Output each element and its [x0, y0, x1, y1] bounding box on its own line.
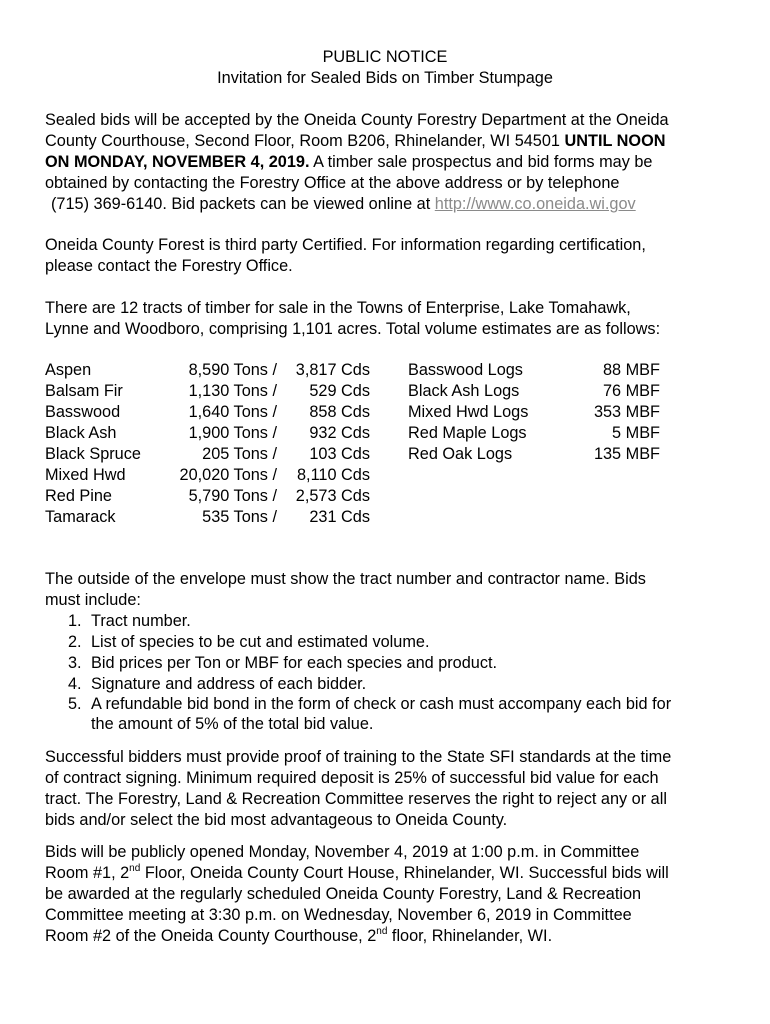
- ordinal-suffix: nd: [376, 925, 388, 937]
- envelope-line: The outside of the envelope must show the tract number and contractor name. Bids: [45, 570, 646, 588]
- cords-value: 858 Cds: [309, 403, 370, 421]
- intro-line: [45, 131, 666, 152]
- tracts-line: Lynne and Woodboro, comprising 1,101 acres. Total volume estimates are as follows:: [45, 320, 661, 338]
- cords-value: 8,110 Cds: [296, 466, 370, 484]
- intro-text: A timber sale prospectus and bid forms may be: [309, 153, 653, 171]
- opening-text: Floor, Oneida County Court House, Rhinelander, WI. Successful bids will: [140, 864, 669, 882]
- log-species-name: Black Ash Logs: [408, 382, 520, 400]
- species-name: Black Spruce: [45, 445, 141, 463]
- tons-value: 8,590 Tons /: [188, 361, 277, 379]
- opening-text: floor, Rhinelander, WI.: [387, 927, 553, 945]
- intro-line: [51, 194, 636, 215]
- log-species-name: Red Maple Logs: [408, 424, 527, 442]
- tons-value: 1,130 Tons /: [188, 382, 277, 400]
- cords-value: 3,817 Cds: [295, 361, 370, 379]
- list-item: Tract number.: [91, 612, 191, 630]
- species-name: Aspen: [45, 361, 92, 379]
- envelope-line: must include:: [45, 591, 141, 609]
- notice-subtitle: Invitation for Sealed Bids on Timber Stumpage: [217, 69, 553, 87]
- mbf-value: 353 MBF: [593, 403, 660, 421]
- cords-value: 2,573 Cds: [295, 487, 370, 505]
- mbf-value: 135 MBF: [593, 445, 660, 463]
- species-name: Red Pine: [45, 487, 112, 505]
- opening-text: Room #1, 2: [45, 864, 130, 882]
- mbf-value: 76 MBF: [602, 382, 660, 400]
- county-website-link[interactable]: http://www.co.oneida.wi.gov: [434, 195, 636, 213]
- intro-line: Sealed bids will be accepted by the Oneida County Forestry Department at the Oneida: [45, 111, 669, 129]
- list-number: 3.: [68, 654, 82, 672]
- opening-line: be awarded at the regularly scheduled Oneida County Forestry, Land & Recreation: [45, 885, 642, 903]
- log-species-name: Mixed Hwd Logs: [408, 403, 529, 421]
- tons-value: 5,790 Tons /: [188, 487, 277, 505]
- intro-text: County Courthouse, Second Floor, Room B206, Rhinelander, WI 54501: [45, 132, 565, 150]
- tons-value: 205 Tons /: [202, 445, 277, 463]
- species-name: Balsam Fir: [45, 382, 123, 400]
- mbf-value: 88 MBF: [602, 361, 660, 379]
- list-number: 4.: [68, 675, 82, 693]
- tons-value: 1,640 Tons /: [188, 403, 277, 421]
- opening-line: [45, 926, 552, 947]
- cords-value: 932 Cds: [309, 424, 370, 442]
- list-number: 1.: [68, 612, 82, 630]
- log-species-name: Red Oak Logs: [408, 445, 513, 463]
- certification-line: please contact the Forestry Office.: [45, 257, 293, 275]
- deadline-text: UNTIL NOON: [564, 132, 666, 150]
- list-item: Signature and address of each bidder.: [91, 675, 367, 693]
- list-item: Bid prices per Ton or MBF for each species and product.: [91, 654, 498, 672]
- cords-value: 231 Cds: [309, 508, 370, 526]
- mbf-value: 5 MBF: [612, 424, 660, 442]
- species-name: Basswood: [45, 403, 121, 421]
- intro-line: obtained by contacting the Forestry Office at the above address or by telephone: [45, 174, 620, 192]
- phone-text: (715) 369-6140. Bid packets can be viewed online at: [51, 195, 435, 213]
- species-name: Tamarack: [45, 508, 116, 526]
- species-name: Mixed Hwd: [45, 466, 126, 484]
- list-number: 2.: [68, 633, 82, 651]
- list-item-continuation: the amount of 5% of the total bid value.: [91, 715, 374, 733]
- ordinal-suffix: nd: [129, 862, 141, 874]
- opening-line: Committee meeting at 3:30 p.m. on Wednesday, November 6, 2019 in Committee: [45, 906, 632, 924]
- opening-text: Room #2 of the Oneida County Courthouse, 2: [45, 927, 377, 945]
- species-name: Black Ash: [45, 424, 117, 442]
- notice-title: PUBLIC NOTICE: [322, 48, 448, 66]
- successful-line: tract. The Forestry, Land & Recreation Committee reserves the right to reject any or all: [45, 790, 667, 808]
- successful-line: Successful bidders must provide proof of training to the State SFI standards at the time: [45, 748, 672, 766]
- cords-value: 103 Cds: [309, 445, 370, 463]
- successful-line: bids and/or select the bid most advantageous to Oneida County.: [45, 811, 508, 829]
- list-item: A refundable bid bond in the form of check or cash must accompany each bid for: [91, 695, 672, 713]
- certification-line: Oneida County Forest is third party Certified. For information regarding certification,: [45, 236, 646, 254]
- deadline-date: ON MONDAY, NOVEMBER 4, 2019.: [45, 153, 310, 171]
- opening-line: Bids will be publicly opened Monday, November 4, 2019 at 1:00 p.m. in Committee: [45, 843, 640, 861]
- tons-value: 535 Tons /: [202, 508, 277, 526]
- list-number: 5.: [68, 695, 82, 713]
- tons-value: 1,900 Tons /: [188, 424, 277, 442]
- successful-line: of contract signing. Minimum required deposit is 25% of successful bid value for each: [45, 769, 659, 787]
- opening-line: [45, 863, 669, 884]
- intro-line: [45, 152, 652, 173]
- cords-value: 529 Cds: [309, 382, 370, 400]
- list-item: List of species to be cut and estimated volume.: [91, 633, 430, 651]
- tracts-line: There are 12 tracts of timber for sale in the Towns of Enterprise, Lake Tomahawk,: [45, 299, 631, 317]
- log-species-name: Basswood Logs: [408, 361, 523, 379]
- tons-value: 20,020 Tons /: [179, 466, 277, 484]
